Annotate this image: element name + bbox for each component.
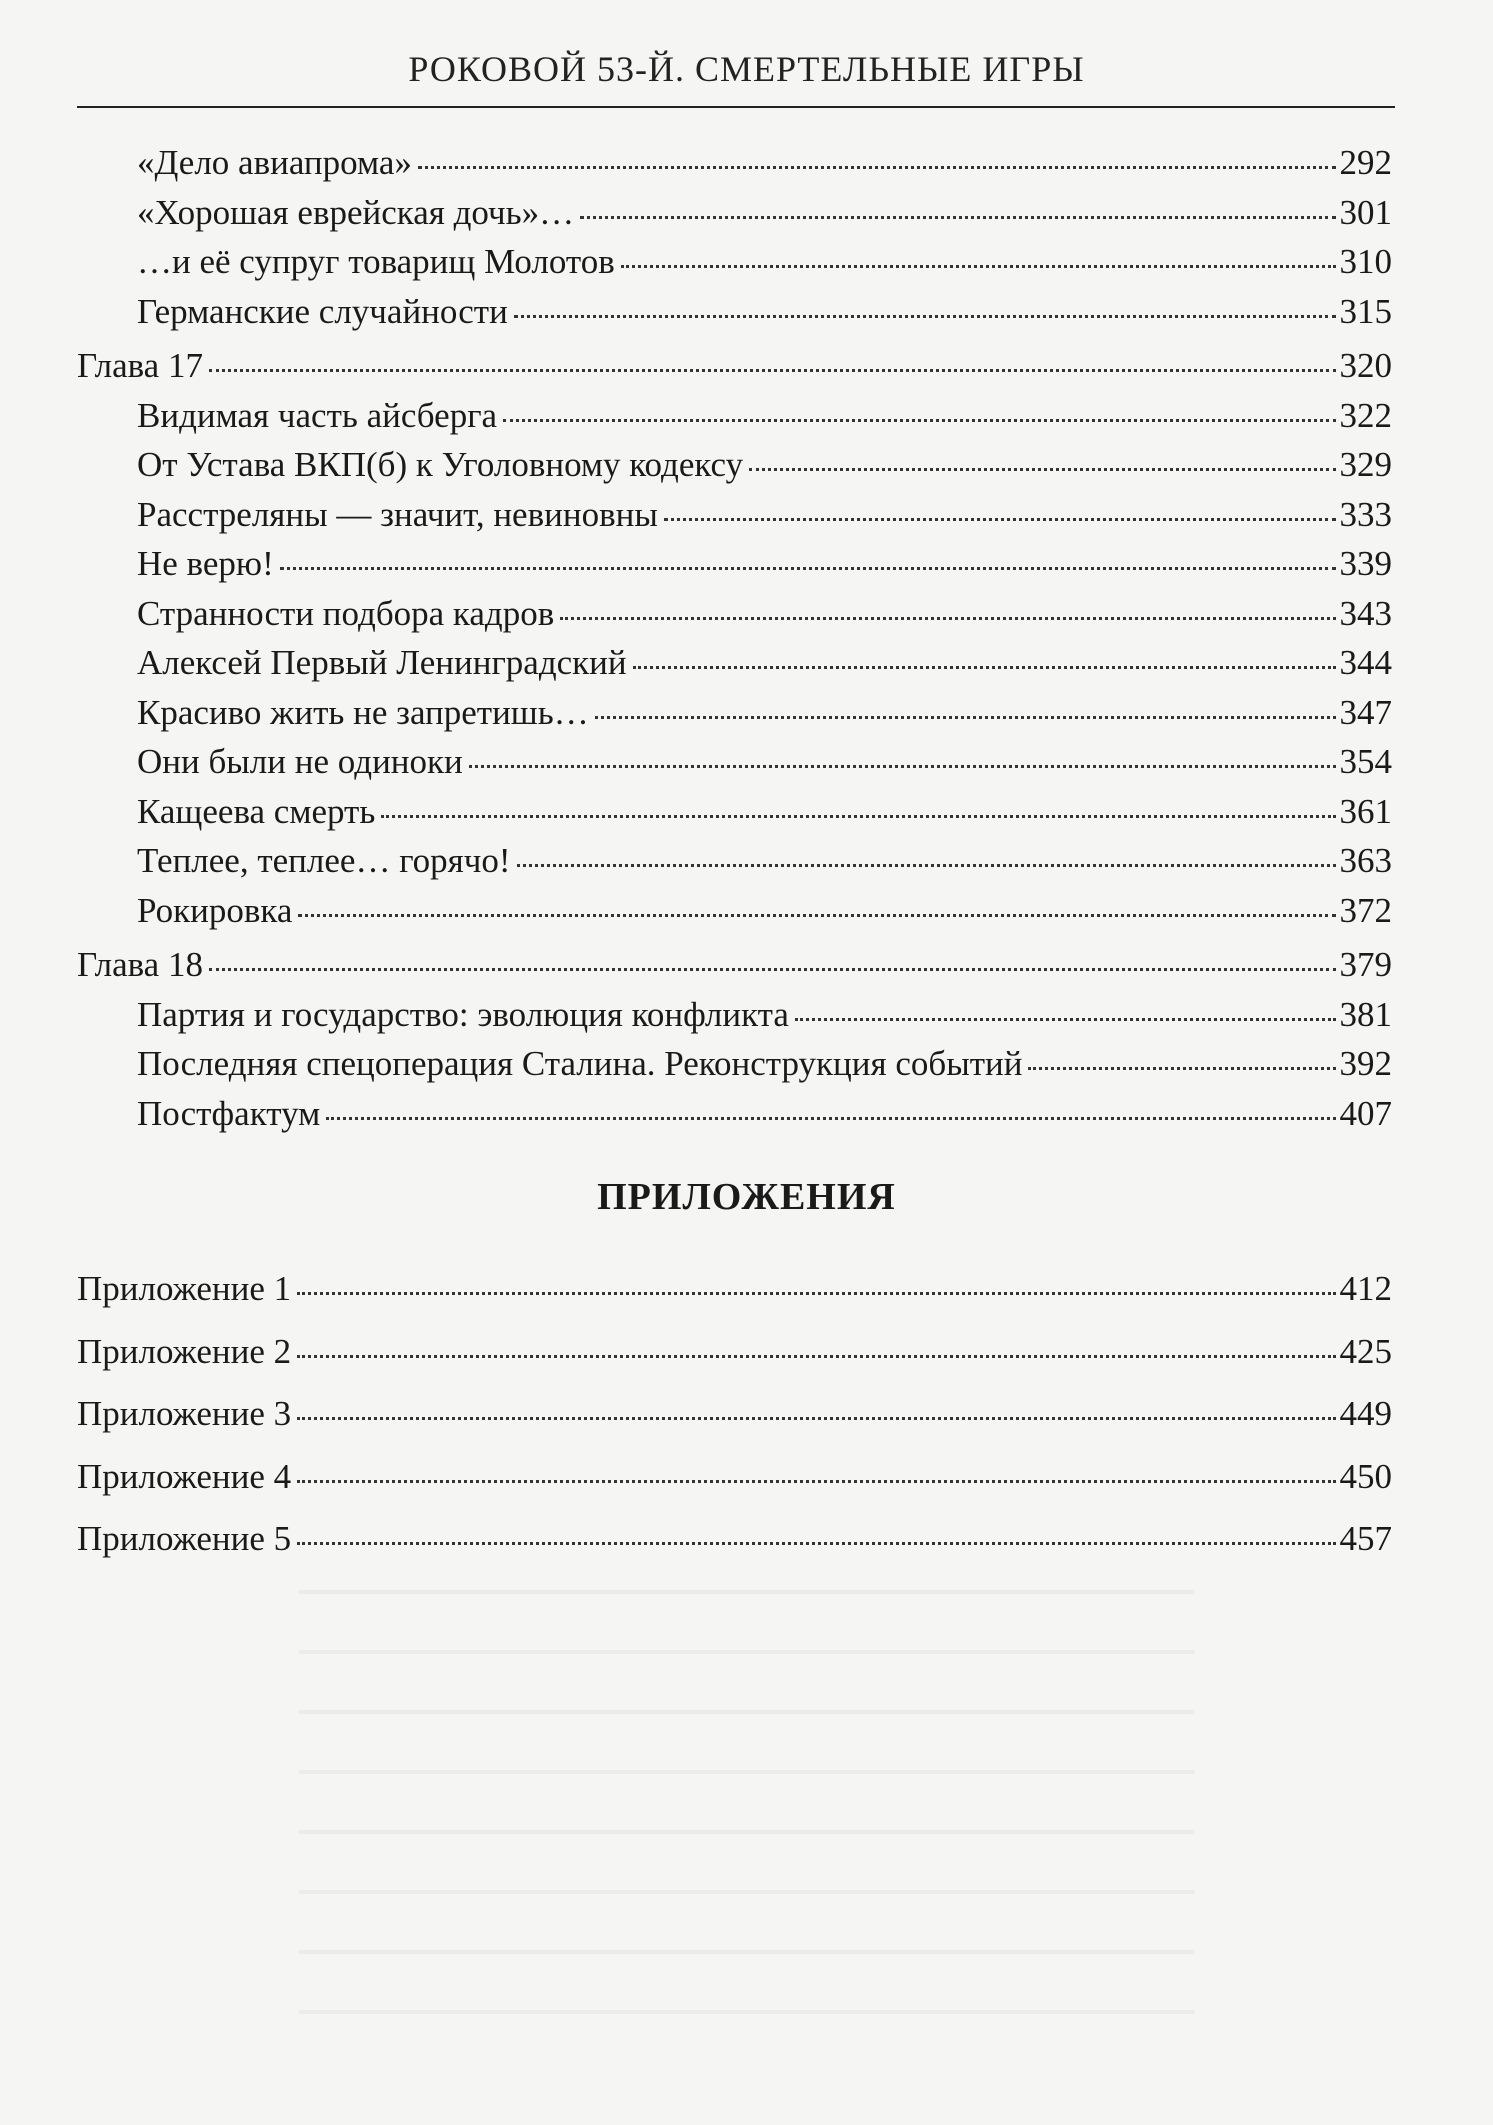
toc-entry-title: Красиво жить не запретишь… — [137, 692, 589, 732]
appendices-heading: ПРИЛОЖЕНИЯ — [597, 1176, 896, 1218]
appendices-list — [77, 1258, 1392, 1571]
toc-chapter-title: Глава 18 — [77, 945, 203, 984]
toc-entry-title: Партия и государство: эволюция конфликта — [137, 994, 789, 1034]
toc-entry[interactable] — [77, 688, 1392, 738]
toc-entry[interactable] — [77, 138, 1392, 188]
toc-entry[interactable] — [77, 539, 1392, 589]
dot-leader — [298, 914, 1335, 917]
appendix-entry[interactable] — [77, 1321, 1392, 1384]
toc-entry-page: 310 — [1339, 242, 1392, 281]
toc-entry-title: Постфактум — [137, 1093, 321, 1133]
show-through-texture — [0, 1560, 1493, 2060]
toc-entry-page: 329 — [1339, 445, 1392, 484]
dot-leader — [381, 815, 1335, 818]
toc-chapter-entry[interactable] — [77, 940, 1392, 990]
dot-leader — [517, 864, 1336, 867]
toc-entry[interactable] — [77, 490, 1392, 540]
dot-leader — [595, 716, 1336, 719]
dot-leader — [633, 666, 1336, 669]
toc-entry[interactable] — [77, 836, 1392, 886]
dot-leader — [418, 166, 1336, 169]
toc-entry-title: Расстреляны — значит, невиновны — [137, 494, 658, 534]
dot-leader — [297, 1480, 1335, 1483]
toc-entry[interactable] — [77, 1089, 1392, 1139]
toc-entry-page: 354 — [1339, 742, 1392, 781]
appendix-entry-title: Приложение 4 — [77, 1456, 292, 1496]
appendix-entry-title: Приложение 2 — [77, 1331, 292, 1371]
toc-entry-page: 320 — [1339, 346, 1392, 385]
toc-entry-title: Рокировка — [137, 890, 293, 930]
dot-leader — [560, 617, 1335, 620]
toc-entry[interactable] — [77, 440, 1392, 490]
dot-leader — [795, 1018, 1336, 1021]
dot-leader — [326, 1117, 1335, 1120]
toc-entry-title: От Устава ВКП(б) к Уголовному кодексу — [137, 445, 744, 484]
header-rule — [77, 106, 1395, 108]
dot-leader — [749, 468, 1335, 471]
dot-leader — [280, 567, 1336, 570]
appendix-entry-page: 425 — [1339, 1331, 1392, 1371]
toc-entry-page: 392 — [1339, 1044, 1392, 1083]
toc-entry[interactable] — [77, 391, 1392, 441]
dot-leader — [297, 1355, 1335, 1358]
toc-entry[interactable] — [77, 188, 1392, 238]
toc-entry-page: 315 — [1339, 291, 1392, 331]
toc-entry-page: 363 — [1339, 841, 1392, 880]
appendix-entry-title: Приложение 1 — [77, 1269, 292, 1308]
toc-entry-page: 339 — [1339, 544, 1392, 583]
toc-entry-title: Кащеева смерть — [137, 791, 376, 831]
dot-leader — [297, 1292, 1335, 1295]
toc-entry-page: 333 — [1339, 494, 1392, 534]
toc-chapter-title: Глава 17 — [77, 346, 203, 385]
appendix-entry-title: Приложение 5 — [77, 1519, 292, 1558]
toc-entry-page: 347 — [1339, 692, 1392, 732]
toc-entry-page: 322 — [1339, 395, 1392, 435]
dot-leader — [297, 1542, 1335, 1545]
toc-entry-title: Германские случайности — [137, 291, 508, 331]
toc-entry-title: Странности подбора кадров — [137, 593, 555, 633]
toc-entry-title: Последняя спецоперация Сталина. Реконструкция событий — [137, 1044, 1023, 1083]
toc-entry-page: 343 — [1339, 593, 1392, 633]
toc-entry-title: «Дело авиапрома» — [137, 143, 412, 182]
dot-leader — [621, 265, 1336, 268]
toc-entry-page: 292 — [1339, 143, 1392, 182]
toc-entry-page: 301 — [1339, 192, 1392, 232]
toc-entry-page: 407 — [1339, 1093, 1392, 1133]
appendix-entry-title: Приложение 3 — [77, 1394, 292, 1433]
dot-leader — [469, 765, 1336, 768]
dot-leader — [664, 518, 1336, 521]
toc-entry-page: 381 — [1339, 994, 1392, 1034]
toc-entry[interactable] — [77, 1039, 1392, 1089]
toc-entry-title: Видимая часть айсберга — [137, 395, 498, 435]
appendix-entry[interactable] — [77, 1383, 1392, 1446]
dot-leader — [209, 968, 1336, 971]
toc-entry-page: 372 — [1339, 890, 1392, 930]
appendix-entry-page: 412 — [1339, 1269, 1392, 1308]
toc-entry[interactable] — [77, 787, 1392, 837]
appendix-entry-page: 450 — [1339, 1456, 1392, 1496]
toc-entry-title: Не верю! — [137, 544, 274, 583]
dot-leader — [1028, 1067, 1335, 1070]
toc-entry-title: «Хорошая еврейская дочь»… — [137, 192, 575, 232]
toc-entry-title: Алексей Первый Ленинградский — [137, 643, 627, 682]
toc-entry-page: 344 — [1339, 643, 1392, 682]
appendix-entry-page: 449 — [1339, 1394, 1392, 1433]
table-of-contents — [77, 138, 1392, 1138]
running-header: РОКОВОЙ 53-Й. СМЕРТЕЛЬНЫЕ ИГРЫ — [408, 49, 1085, 89]
toc-entry-page: 379 — [1339, 945, 1392, 984]
toc-entry[interactable] — [77, 589, 1392, 639]
toc-entry-title: …и её супруг товарищ Молотов — [137, 242, 615, 281]
toc-entry[interactable] — [77, 638, 1392, 688]
toc-entry[interactable] — [77, 886, 1392, 936]
toc-entry[interactable] — [77, 990, 1392, 1040]
dot-leader — [580, 216, 1335, 219]
dot-leader — [514, 315, 1336, 318]
dot-leader — [209, 369, 1336, 372]
appendix-entry[interactable] — [77, 1258, 1392, 1321]
toc-entry[interactable] — [77, 737, 1392, 787]
appendix-entry-page: 457 — [1339, 1519, 1392, 1558]
toc-entry-title: Они были не одиноки — [137, 742, 463, 781]
toc-entry-page: 361 — [1339, 791, 1392, 831]
dot-leader — [297, 1417, 1335, 1420]
toc-entry[interactable] — [77, 237, 1392, 287]
dot-leader — [503, 419, 1335, 422]
toc-entry[interactable] — [77, 287, 1392, 337]
toc-entry-title: Теплее, теплее… горячо! — [137, 841, 511, 880]
toc-chapter-entry[interactable] — [77, 341, 1392, 391]
appendix-entry[interactable] — [77, 1508, 1392, 1571]
appendix-entry[interactable] — [77, 1446, 1392, 1509]
